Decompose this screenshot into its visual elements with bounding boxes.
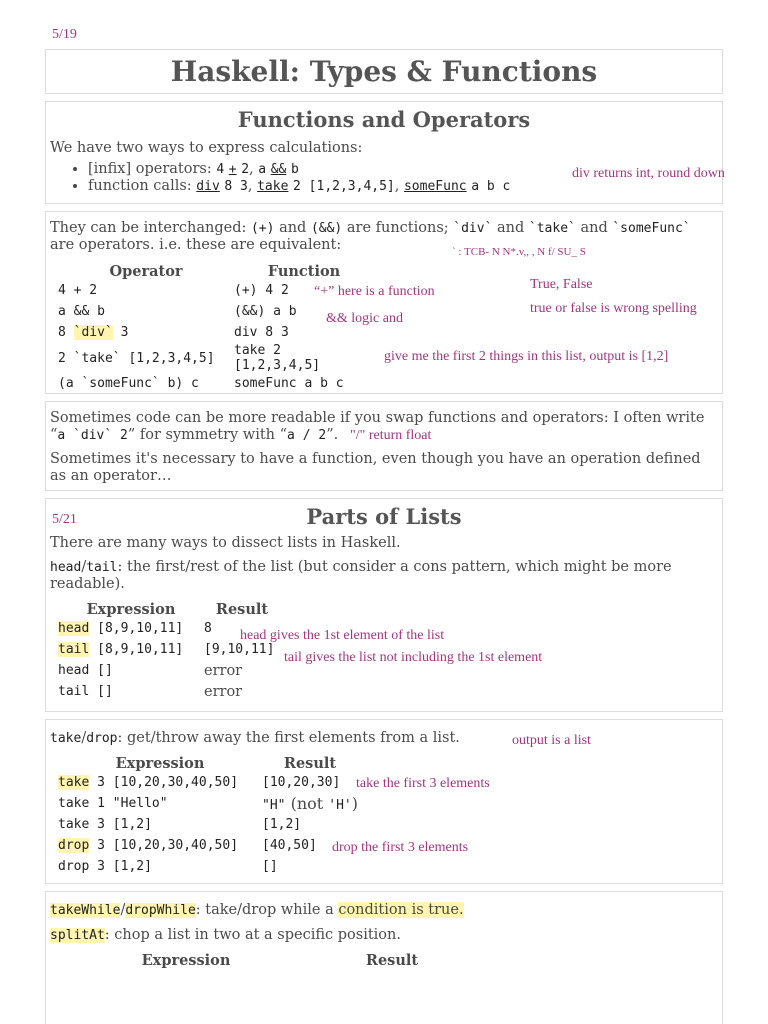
head-tail-table [58,601,280,702]
table-row: 2 `take` [1,2,3,4,5] take 2 [1,2,3,4,5] [58,343,321,373]
readable-text-2: Sometimes it's necessary to have a function, even though you have an operation defined as an operator… [50,451,701,484]
head-tail-desc: head/tail: the first/rest of the list (but consider a cons pattern, which might be more readable). [50,559,672,592]
note-spelling: true or false is wrong spelling [530,301,697,316]
functions-intro: We have two ways to express calculations: [50,140,363,156]
table-header [58,263,374,280]
table-row: tail [8,9,10,11] [9,10,11] [58,642,275,657]
readable-card [45,401,723,491]
header-expression: Expression [141,952,231,969]
take-drop-table [58,755,358,877]
header-function: Function [267,263,341,280]
table-header [58,601,280,618]
split-at-desc: splitAt: chop a list in two at a specific position. [50,927,401,943]
note-true-false: True, False [530,277,593,292]
header-expression: Expression [86,601,176,618]
table-row: drop 3 [1,2] [] [58,859,278,874]
note-div-returns: div returns int, round down [572,166,725,181]
functions-heading: Functions and Operators [237,107,531,132]
take-while-table [58,952,470,969]
table-header [58,755,358,772]
note-drop3: drop the first 3 elements [332,840,469,855]
table-row: take 3 [10,20,30,40,50] [10,20,30] [58,775,341,790]
header-expression: Expression [115,755,205,772]
table-header [58,952,470,969]
table-row: 4 + 2 (+) 4 2 [58,283,289,298]
note-head: head gives the 1st element of the list [240,628,445,643]
header-operator: Operator [109,263,183,280]
note-date-lists: 5/21 [52,512,77,527]
page-title: Haskell: Types & Functions [170,55,598,88]
functions-card [45,101,723,204]
bullet-operators: • [infix] operators: 4 + 2, a && b [88,161,718,178]
note-tail: tail gives the list not including the 1st element [284,650,543,665]
lists-card [45,498,723,712]
lists-heading: Parts of Lists [306,504,462,529]
header-result: Result [283,755,337,772]
note-garbled: ` : TCB- N N*.v,, , N f/ SU_ S [452,246,586,258]
table-row: head [] error [58,662,243,679]
table-row: a && b (&&) a b [58,304,297,319]
note-plus-function: “+” here is a function [314,284,435,299]
note-date-top: 5/19 [52,27,77,42]
bullet-function-calls: • function calls: div 8 3, take 2 [1,2,3,4,5], someFunc a b c [88,178,718,195]
lists-intro: There are many ways to dissect lists in Haskell. [50,535,401,551]
readable-text: Sometimes code can be more readable if you swap functions and operators: I often write “a `div` 2” for symmetry with “a / 2”. [50,410,705,443]
interchange-text: They can be interchanged: (+) and (&&) are functions; `div` and `take` and `someFunc` are operators. i.e. these are equivalent: [50,220,691,253]
table-row: take 3 [1,2] [1,2] [58,817,302,832]
note-take: give me the first 2 things in this list, output is [1,2] [384,349,669,364]
note-slash-float: "/" return float [350,428,432,443]
note-output-list: output is a list [512,733,591,748]
table-row: tail [] error [58,683,243,700]
note-logic-and: && logic and [326,311,403,326]
take-while-card [45,891,723,1024]
title-card [45,49,723,94]
take-while-desc: takeWhile/dropWhile: take/drop while a condition is true. [50,902,464,918]
take-drop-card [45,719,723,884]
table-row: 8 `div` 3 div 8 3 [58,325,289,340]
header-result: Result [215,601,269,618]
table-row: (a `someFunc` b) c someFunc a b c [58,376,344,391]
operator-function-table [58,263,374,394]
table-row: head [8,9,10,11] 8 [58,621,212,636]
note-take3: take the first 3 elements [356,776,490,791]
table-row: drop 3 [10,20,30,40,50] [40,50] [58,838,317,853]
header-result: Result [365,952,419,969]
table-row: take 1 "Hello" "H" (not 'H') [58,794,358,813]
take-drop-desc: take/drop: get/throw away the first elements from a list. [50,730,460,746]
